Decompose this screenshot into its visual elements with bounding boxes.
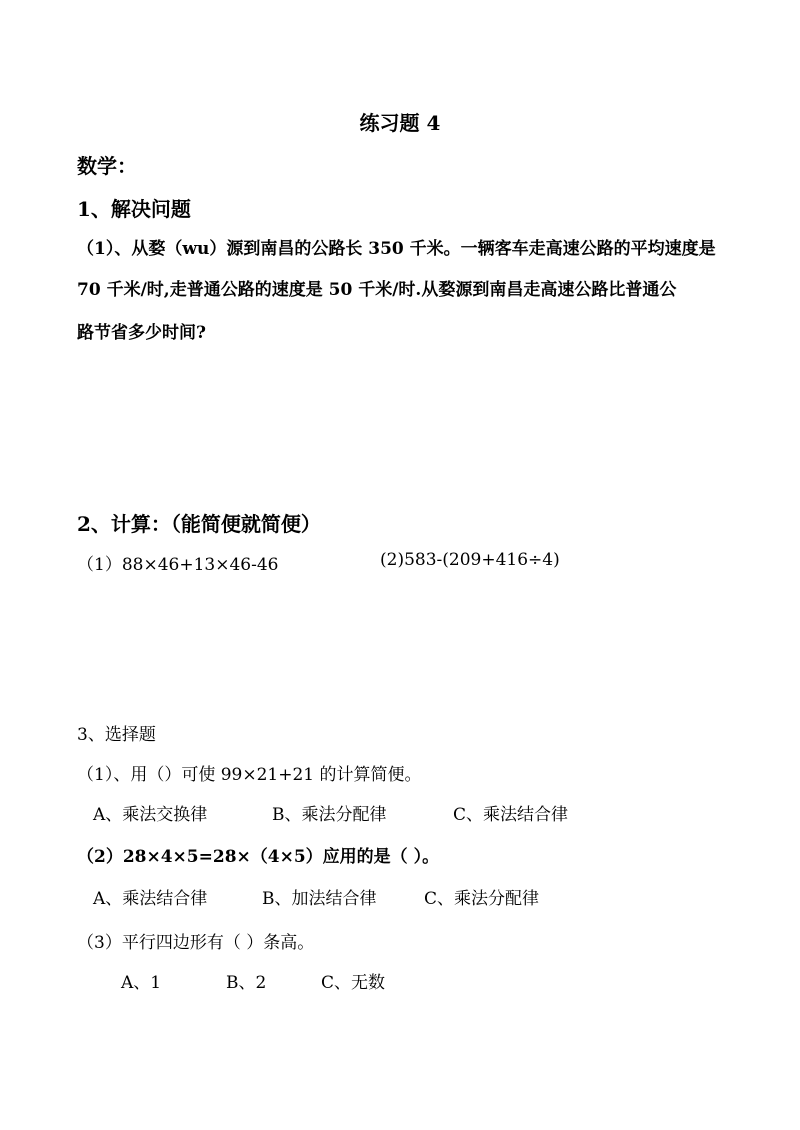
question-1-line-3: 路节省多少时间? bbox=[77, 323, 206, 343]
choice-3-option-b: B、2 bbox=[226, 973, 267, 993]
choice-question-1: （1）、用（）可使 99×21+21 的计算简便。 bbox=[77, 765, 422, 785]
choice-1-option-c: C、乘法结合律 bbox=[453, 805, 569, 825]
choice-question-3: （3）平行四边形有（ ）条高。 bbox=[77, 933, 315, 953]
worksheet-title: 练习题 4 bbox=[359, 111, 441, 135]
choice-2-option-b: B、加法结合律 bbox=[262, 889, 377, 909]
calc-problem-1: （1）88×46+13×46-46 bbox=[77, 555, 279, 575]
section-2-heading: 2、计算：（能简便就简便） bbox=[77, 512, 321, 536]
calc-problem-2: (2)583-(209+416÷4) bbox=[380, 550, 560, 570]
choice-2-option-a: A、乘法结合律 bbox=[93, 889, 208, 909]
question-1-line-1: （1）、从婺（wu）源到南昌的公路长 350 千米。一辆客车走高速公路的平均速度是 bbox=[77, 239, 716, 259]
choice-2-option-c: C、乘法分配律 bbox=[424, 889, 540, 909]
subject-label: 数学： bbox=[77, 154, 137, 178]
choice-3-option-a: A、1 bbox=[121, 973, 162, 993]
choice-1-option-a: A、乘法交换律 bbox=[93, 805, 208, 825]
choice-question-2: （2）28×4×5=28×（4×5）应用的是（ ）。 bbox=[77, 847, 440, 867]
section-3-heading: 3、选择题 bbox=[77, 725, 156, 745]
section-1-heading: 1、解决问题 bbox=[77, 197, 191, 221]
choice-1-option-b: B、乘法分配律 bbox=[272, 805, 387, 825]
choice-3-option-c: C、无数 bbox=[321, 973, 386, 993]
question-1-line-2: 70 千米/时,走普通公路的速度是 50 千米/时.从婺源到南昌走高速公路比普通公 bbox=[77, 280, 677, 300]
